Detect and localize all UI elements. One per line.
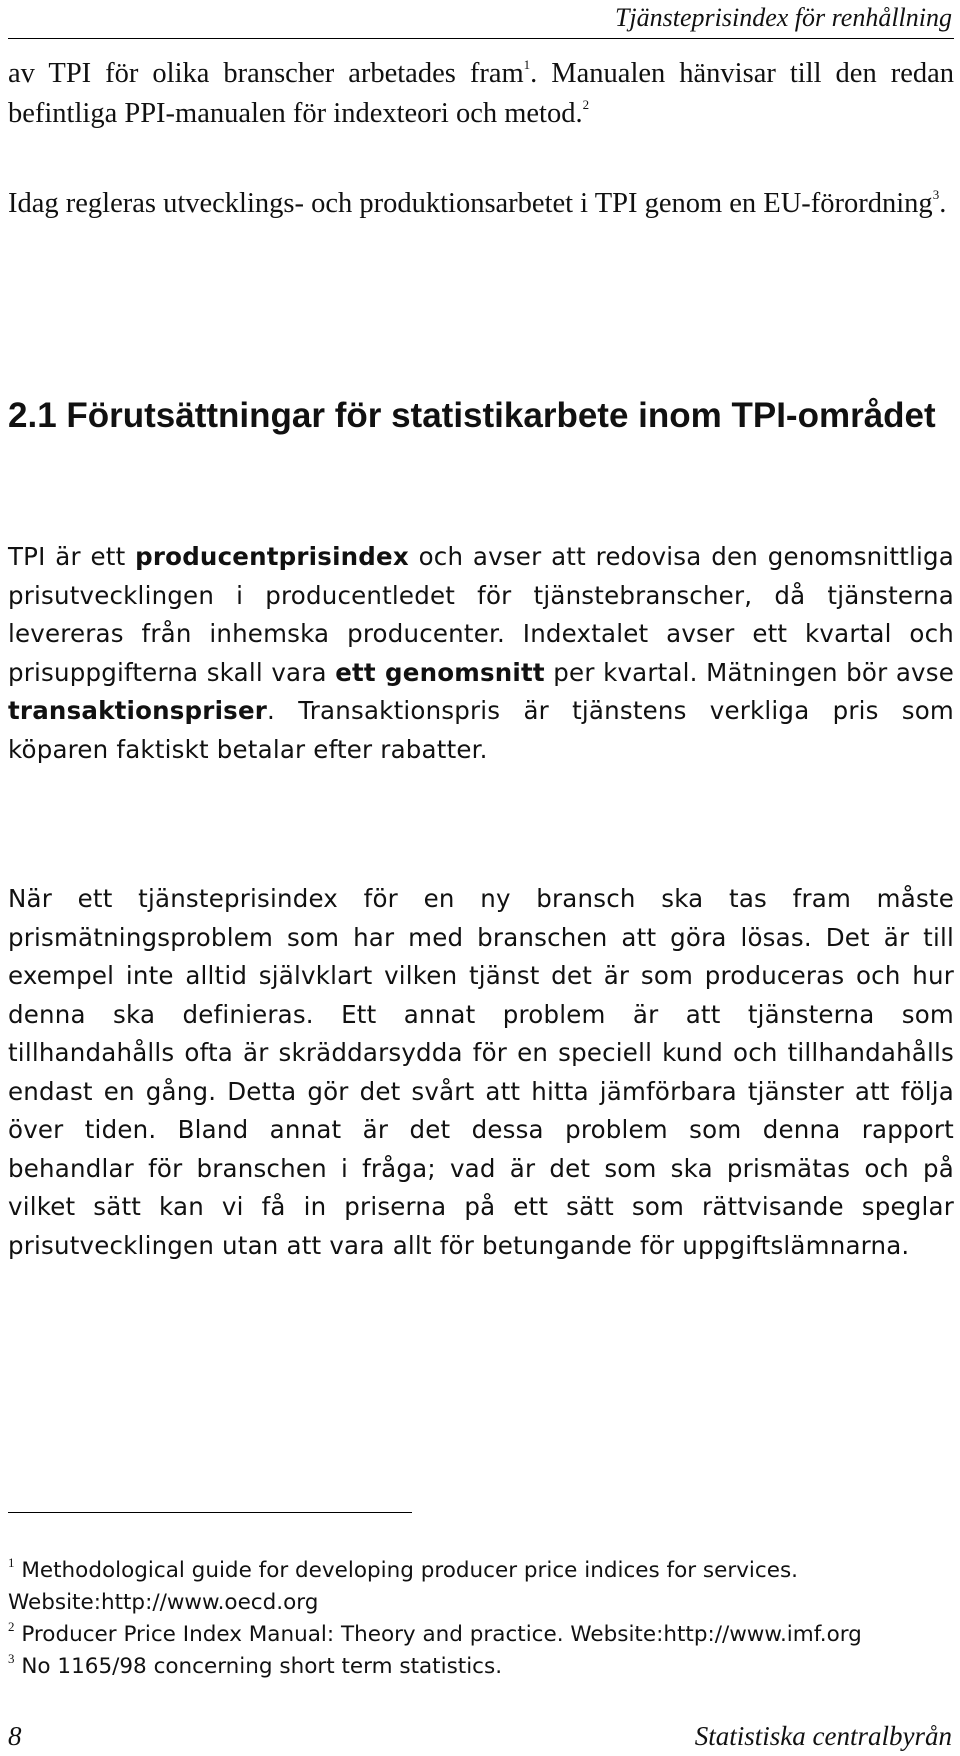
paragraph-text: per kvartal. Mätningen bör avse (544, 657, 954, 687)
footnote-ref-2[interactable]: 2 (582, 97, 590, 112)
footnote-text: Methodological guide for developing producer price indices for services. Website:http://www.oecd.org (8, 1558, 798, 1615)
footnote-2 (8, 1619, 950, 1651)
footnote-1 (8, 1555, 950, 1619)
footnote-text: Producer Price Index Manual: Theory and practice. Website:http://www.imf.org (21, 1622, 862, 1647)
footnote-text: No 1165/98 concerning short term statistics. (21, 1654, 503, 1679)
publisher-name: Statistiska centralbyrån (694, 1721, 952, 1751)
bold-term: ett genomsnitt (335, 657, 545, 687)
bold-term: transaktionspriser (8, 696, 268, 725)
intro-text: . (939, 188, 947, 219)
footnote-ref-1[interactable]: 1 (523, 57, 531, 72)
page-number: 8 (8, 1721, 22, 1751)
footnote-number: 2 (8, 1619, 15, 1634)
footnote-number: 1 (8, 1555, 15, 1570)
footnote-ref-3[interactable]: 3 (932, 187, 940, 202)
paragraph-text: TPI är ett (8, 542, 136, 571)
section-heading: 2.1 Förutsättningar för statistikarbete inom TPI-området (8, 396, 936, 435)
body-paragraph-1 (8, 538, 954, 769)
intro-paragraph-2 (8, 184, 954, 224)
header-rule (8, 38, 954, 39)
intro-text: . Manualen hänvisar till den redan befintliga PPI-manualen för indexteori och metod. (8, 58, 955, 129)
paragraph-text: och avser att redovisa den genomsnittliga prisutvecklingen i producentledet för tjänstebranscher, då tjänsterna levereras från inhemska producenter. Indextalet avser ett kvartal och prisuppgifterna skall vara (8, 542, 954, 687)
footnote-separator (8, 1512, 412, 1513)
footnote-number: 3 (8, 1651, 15, 1666)
running-header: Tjänsteprisindex för renhållning (614, 3, 952, 32)
intro-text: av TPI för olika branscher arbetades fram (8, 58, 524, 89)
intro-text: Idag regleras utvecklings- och produktionsarbetet i TPI genom en EU-förordning (8, 188, 933, 219)
footnotes (8, 1555, 950, 1683)
intro-paragraph-1 (8, 54, 954, 134)
paragraph-text: . Transaktionspris är tjänstens verkliga pris som köparen faktiskt betalar efter rabatter. (8, 696, 954, 764)
bold-term: producentprisindex (135, 542, 409, 571)
footnote-3 (8, 1651, 950, 1683)
body-paragraph-2: När ett tjänsteprisindex för en ny bransch ska tas fram måste prismätningsproblem som har med branschen att göra lösas. Det är till exempel inte alltid självklart vilken tjänst det är som produceras och hur denna ska definieras. Ett annat problem är att tjänsterna som tillhandahålls ofta är skräddarsydda för en speciell kund och tillhandahålls endast en gång. Detta gör det svårt att hitta jämförbara tjänster att följa över tiden. Bland annat är det dessa problem som denna rapport behandlar för branschen i fråga; vad är det som ska prismätas och på vilket sätt kan vi få in priserna på ett sätt som rättvisande speglar prisutvecklingen utan att vara allt för betungande för uppgiftslämnarna. (8, 884, 954, 1260)
